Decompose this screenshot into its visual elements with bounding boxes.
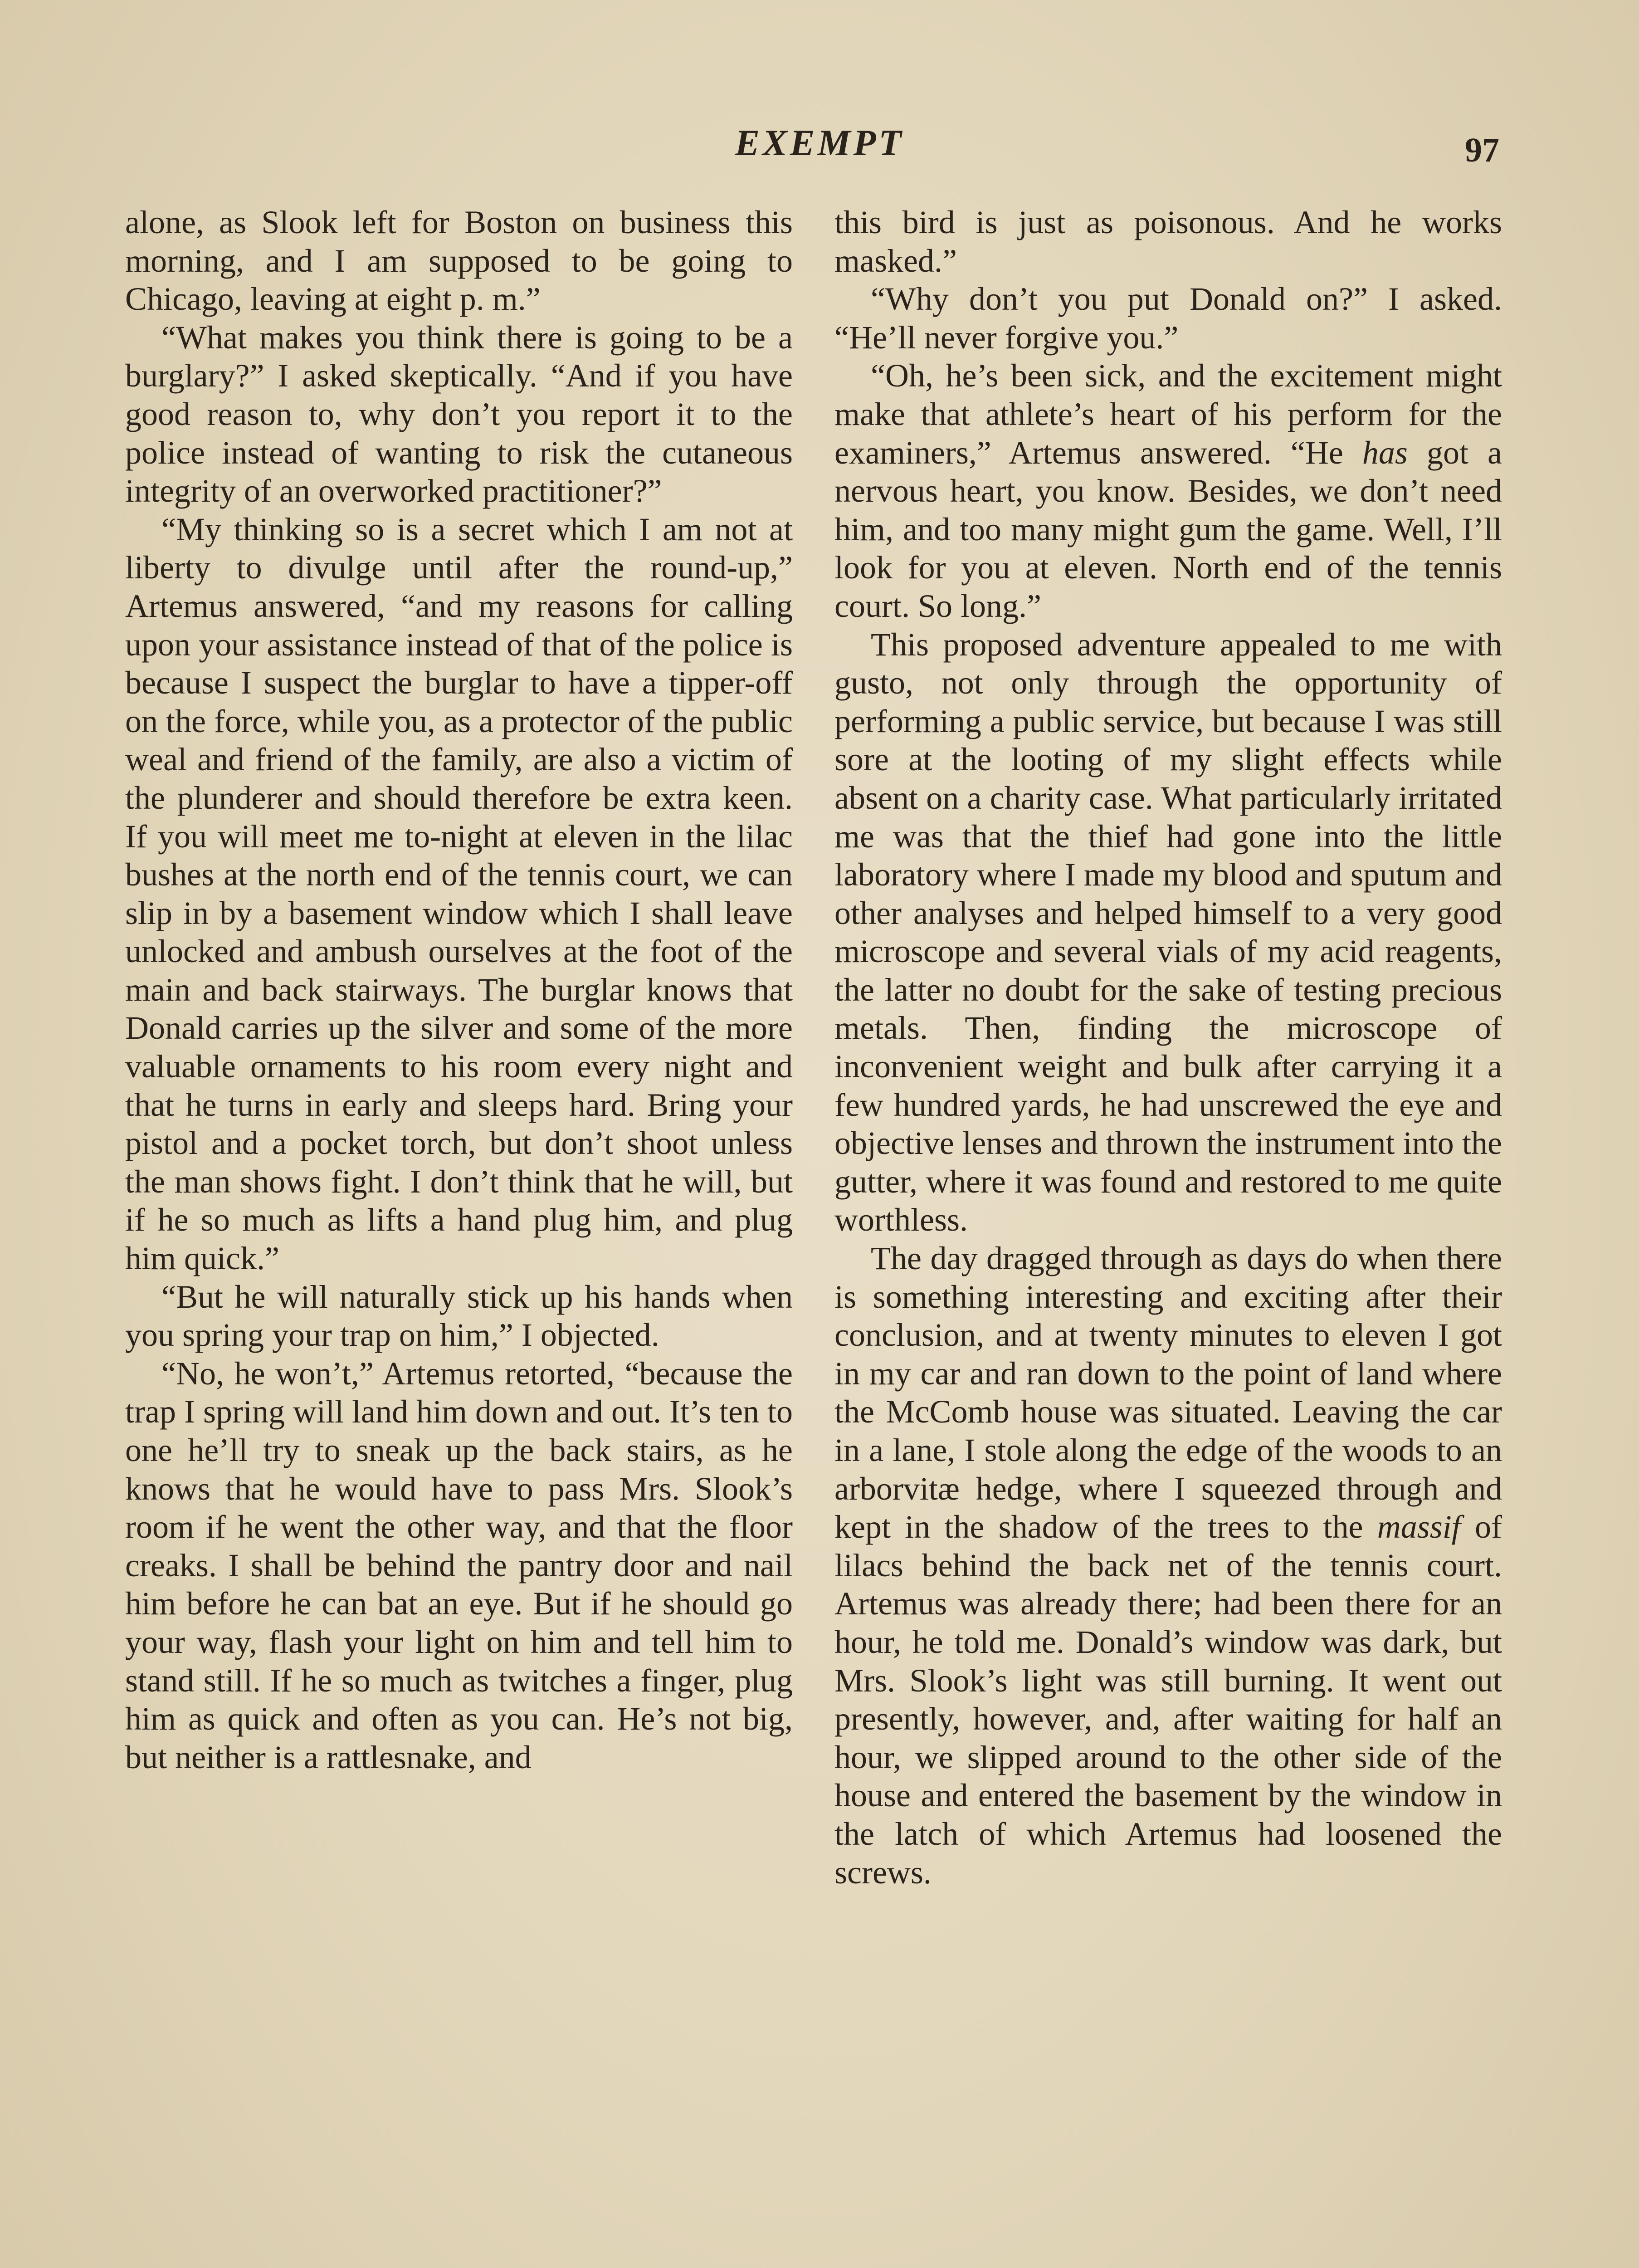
paragraph: This proposed adventure appealed to me with gusto, not only through the opportunity of performing a public service, but because I was still sore at the looting of my slight effects while absent on a charity case. What particularly irritated me was that the thief had gone into the little laboratory where I made my blood and sputum and other analyses and helped himself to a very good microscope and several vials of my acid reagents, the latter no doubt for the sake of testing precious metals. Then, finding the microscope of inconvenient weight and bulk after carrying it a few hundred yards, he had unscrewed the eye and objective lenses and thrown the instrument into the gutter, where it was found and restored to me quite worthless. xyxy=(834,626,1502,1238)
paragraph: “Why don’t you put Donald on?” I asked. “He’ll never forgive you.” xyxy=(834,281,1502,356)
paragraph: alone, as Slook left for Boston on business this morning, and I am supposed to be going to Chicago, leaving at eight p. m.” xyxy=(125,204,793,318)
page-number: 97 xyxy=(1465,131,1499,169)
paragraph: “My thinking so is a secret which I am not at liberty to divulge until after the round-up,” Artemus answered, “and my reasons for calling upon your assistance instead of that of the police is because I suspect the burglar to have a tipper-off on the force, while you, as a protector of the public weal and friend of the family, are also a victim of the plunderer and should therefore be extra keen. If you will meet me to-night at eleven in the lilac bushes at the north end of the tennis court, we can slip in by a basement window which I shall leave unlocked and ambush ourselves at the foot of the main and back stairways. The burglar knows that Donald carries up the silver and some of the more valuable ornaments to his room every night and that he turns in early and sleeps hard. Bring your pistol and a pocket torch, but don’t shoot unless the man shows fight. I don’t think that he will, but if he so much as lifts a hand plug him, and plug him quick.” xyxy=(125,511,793,1277)
paragraph: “Oh, he’s been sick, and the excitement might make that athlete’s heart of his perform for the examiners,” Artemus answered. “He has got a nervous heart, you know. Besides, we don’t need him, and too many might gum the game. Well, I’ll look for you at eleven. North end of the tennis court. So long.” xyxy=(834,357,1502,624)
paragraph: The day dragged through as days do when there is something interesting and exciting after their conclusion, and at twenty minutes to eleven I got in my car and ran down to the point of land where the McComb house was situated. Leaving the car in a lane, I stole along the edge of the woods to an arborvitæ hedge, where I squeezed through and kept in the shadow of the trees to the massif of lilacs behind the back net of the tennis court. Artemus was already there; had been there for an hour, he told me. Donald’s window was dark, but Mrs. Slook’s light was still burning. It went out presently, however, and, after waiting for half an hour, we slipped around to the other side of the house and entered the basement by the window in the latch of which Artemus had loosened the screws. xyxy=(834,1240,1502,1891)
paragraph: “What makes you think there is going to be a burglary?” I asked skeptically. “And if you have good reason to, why don’t you report it to the police instead of wanting to risk the cutaneous integrity of an overworked practitioner?” xyxy=(125,319,793,509)
paragraph: “No, he won’t,” Artemus retorted, “because the trap I spring will land him down and out. It’s ten to one he’ll try to sneak up the back stairs, as he knows that he would have to pass Mrs. Slook’s room if he went the other way, and that the floor creaks. I shall be behind the pantry door and nail him before he can bat an eye. But if he should go your way, flash your light on him and tell him to stand still. If he so much as twitches a finger, plug him as quick and often as you can. He’s not big, but neither is a rattlesnake, and xyxy=(125,1355,793,1775)
running-header-title: EXEMPT xyxy=(735,122,904,163)
paragraph: this bird is just as poisonous. And he works masked.” xyxy=(834,204,1502,279)
left-text-column xyxy=(125,203,793,1776)
right-text-column xyxy=(834,203,1502,1892)
paragraph: “But he will naturally stick up his hands when you spring your trap on him,” I objected. xyxy=(125,1278,793,1354)
